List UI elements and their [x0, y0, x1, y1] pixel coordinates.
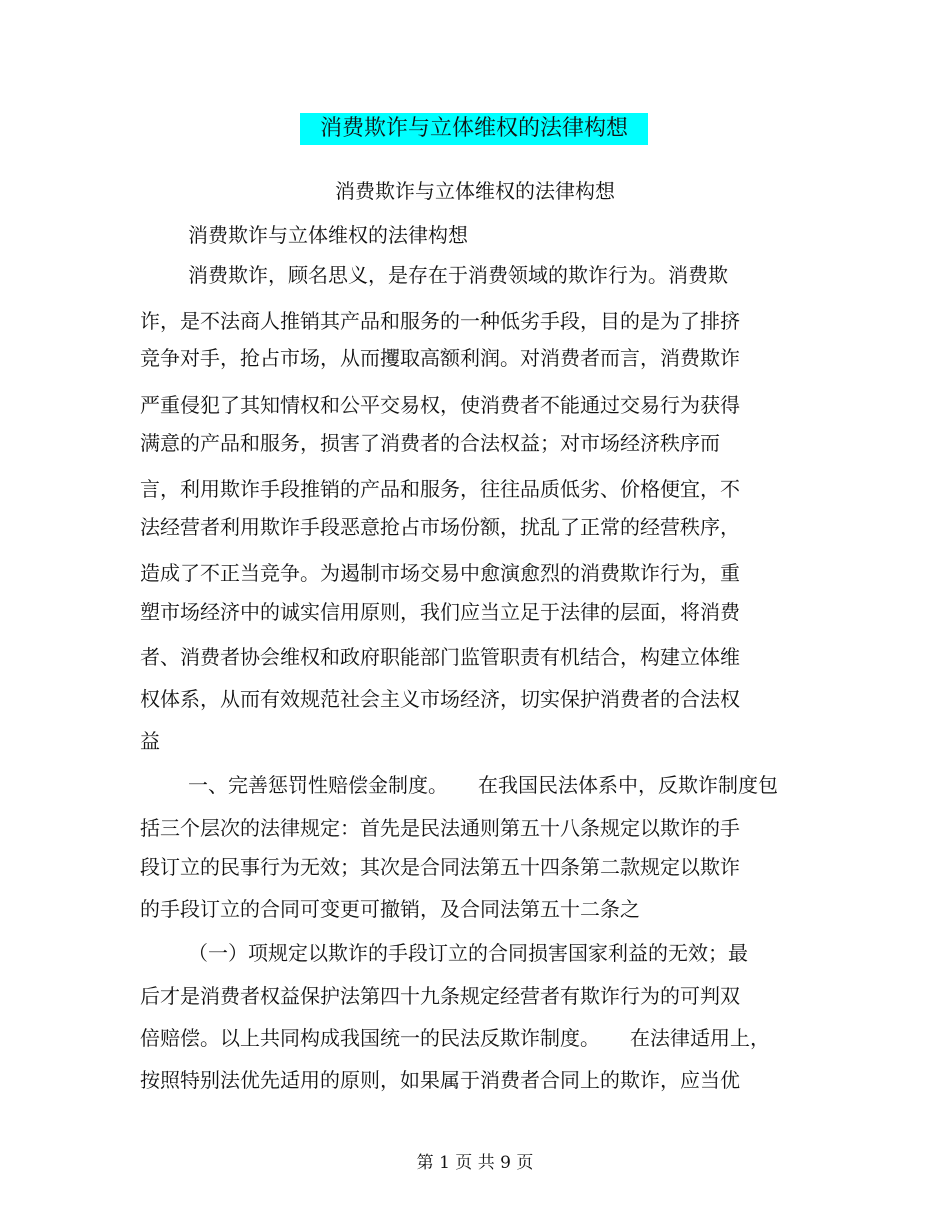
body-line: 严重侵犯了其知情权和公平交易权，使消费者不能通过交易行为获得 [140, 393, 740, 417]
body-line: （一）项规定以欺诈的手段订立的合同损害国家利益的无效；最 [188, 941, 748, 965]
body-line: 诈，是不法商人推销其产品和服务的一种低劣手段，目的是为了排挤 [140, 309, 740, 333]
body-line: 竞争对手，抢占市场，从而攫取高额利润。对消费者而言，消费欺诈 [140, 346, 740, 370]
body-line: 言，利用欺诈手段推销的产品和服务，往往品质低劣、价格便宜，不 [140, 477, 740, 501]
body-line: 权体系，从而有效规范社会主义市场经济，切实保护消费者的合法权 [140, 687, 740, 711]
body-line: 消费欺诈，顾名思义，是存在于消费领域的欺诈行为。消费欺 [188, 263, 728, 287]
body-line: 的手段订立的合同可变更可撤销，及合同法第五十二条之 [140, 897, 640, 921]
body-line: 满意的产品和服务，损害了消费者的合法权益；对市场经济秩序而 [140, 431, 720, 455]
body-line: 造成了不正当竞争。为遏制市场交易中愈演愈烈的消费欺诈行为，重 [140, 561, 740, 585]
body-line: 消费欺诈与立体维权的法律构想 [188, 223, 468, 247]
page-number: 第 1 页 共 9 页 [416, 1153, 534, 1173]
document-subtitle: 消费欺诈与立体维权的法律构想 [335, 179, 615, 203]
body-line: 按照特别法优先适用的原则，如果属于消费者合同上的欺诈，应当优 [140, 1068, 740, 1092]
body-line: 者、消费者协会维权和政府职能部门监管职责有机结合，构建立体维 [140, 645, 740, 669]
body-line: 法经营者利用欺诈手段恶意抢占市场份额，扰乱了正常的经营秩序， [140, 515, 740, 539]
body-line: 益 [140, 729, 160, 753]
body-line: 一、完善惩罚性赔偿金制度。 在我国民法体系中，反欺诈制度包 [188, 773, 778, 797]
body-line: 塑市场经济中的诚实信用原则，我们应当立足于法律的层面，将消费 [140, 600, 740, 624]
body-line: 后才是消费者权益保护法第四十九条规定经营者有欺诈行为的可判双 [140, 984, 740, 1008]
body-line: 段订立的民事行为无效；其次是合同法第五十四条第二款规定以欺诈 [140, 855, 740, 879]
body-line: 倍赔偿。以上共同构成我国统一的民法反欺诈制度。 在法律适用上， [140, 1026, 770, 1050]
document-title: 消费欺诈与立体维权的法律构想 [300, 113, 648, 145]
body-line: 括三个层次的法律规定：首先是民法通则第五十八条规定以欺诈的手 [140, 816, 740, 840]
